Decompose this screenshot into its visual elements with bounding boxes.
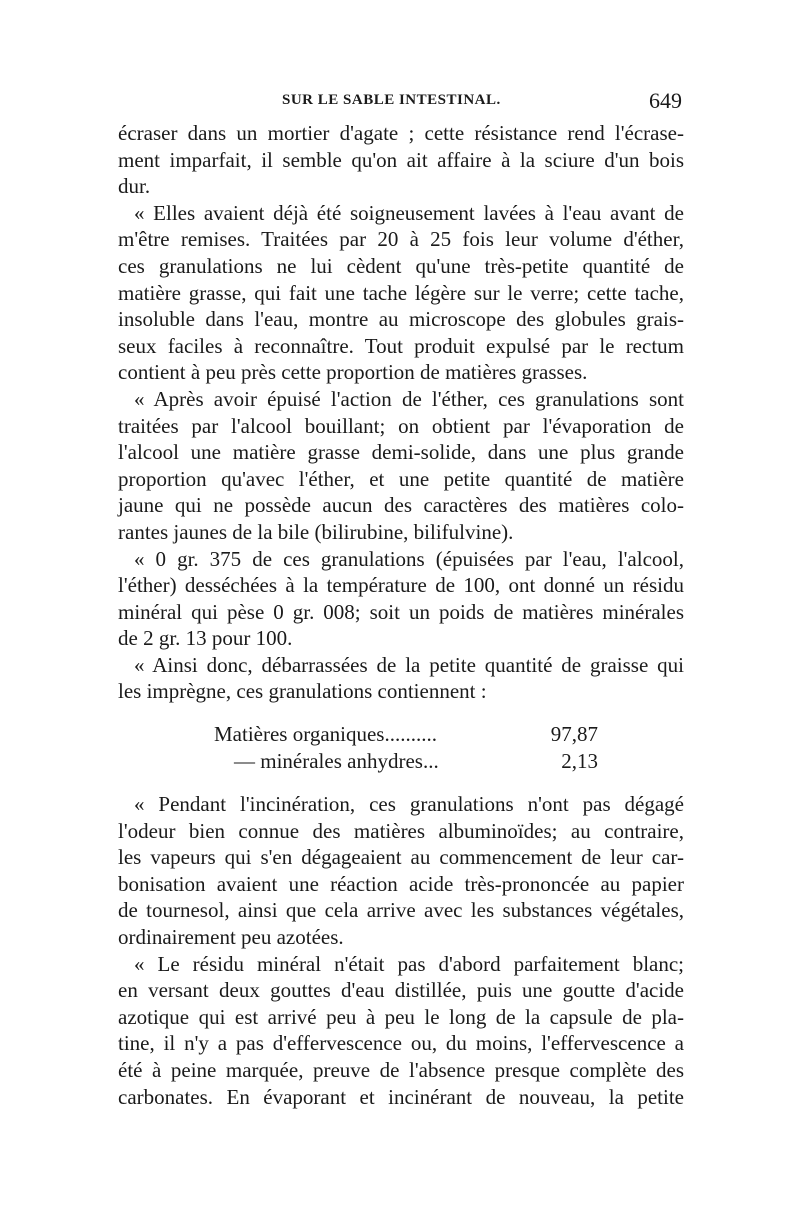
running-title: SUR LE SABLE INTESTINAL. [282, 92, 501, 108]
body-text [118, 120, 684, 1110]
table-value: 97,87 [550, 722, 598, 747]
text-line: m'être remises. Traitées par 20 à 25 fois leur volume d'éther, [118, 227, 684, 252]
text-line: ordinairement peu azotées. [118, 925, 344, 950]
text-line: rantes jaunes de la bile (bilirubine, bilifulvine). [118, 519, 514, 544]
text-line: en versant deux gouttes d'eau distillée, puis une goutte d'acide [118, 978, 684, 1003]
table-label: Matières organiques.......... [214, 722, 437, 747]
page-number: 649 [649, 88, 682, 113]
paragraph [118, 120, 684, 200]
text-line: de 2 gr. 13 pour 100. [118, 626, 293, 651]
text-line: carbonates. En évaporant et incinérant de nouveau, la petite [118, 1084, 684, 1109]
text-line: contient à peu près cette proportion de matières grasses. [118, 360, 588, 385]
page-header [118, 88, 684, 120]
text-line: bonisation avaient une réaction acide très-prononcée au papier [118, 871, 684, 896]
text-line: « Après avoir épuisé l'action de l'éther, ces granulations sont [134, 386, 684, 411]
text-line: « Elles avaient déjà été soigneusement lavées à l'eau avant de [134, 200, 684, 225]
text-line: écraser dans un mortier d'agate ; cette résistance rend l'écrase- [118, 121, 684, 145]
table-label: — minérales anhydres... [234, 749, 439, 774]
paragraph [118, 386, 684, 546]
text-line: jaune qui ne possède aucun des caractères des matières colo- [118, 493, 684, 518]
composition-table [118, 721, 684, 775]
table-row [118, 748, 684, 775]
text-line: « Pendant l'incinération, ces granulations n'ont pas dégagé [134, 792, 684, 817]
text-line: de tournesol, ainsi que cela arrive avec les substances végétales, [118, 898, 684, 923]
text-line: l'éther) desséchées à la température de 100, ont donné un résidu [118, 573, 684, 598]
table-value: 2,13 [561, 749, 598, 774]
paragraph [118, 546, 684, 652]
text-line: ment imparfait, il semble qu'on ait affaire à la sciure d'un bois [118, 147, 684, 172]
paragraph [118, 951, 684, 1111]
text-line: insoluble dans l'eau, montre au microscope des globules grais- [118, 307, 684, 332]
text-line: proportion qu'avec l'éther, et une petite quantité de matière [118, 466, 684, 491]
text-line: matière grasse, qui fait une tache légère sur le verre; cette tache, [118, 280, 684, 305]
text-line: été à peine marquée, preuve de l'absence presque complète des [118, 1058, 684, 1082]
text-line: ces granulations ne lui cèdent qu'une très-petite quantité de [118, 253, 684, 278]
text-line: seux faciles à reconnaître. Tout produit expulsé par le rectum [118, 333, 684, 358]
paragraph [118, 791, 684, 951]
text-line: « Le résidu minéral n'était pas d'abord parfaitement blanc; [134, 951, 684, 976]
text-line: l'alcool une matière grasse demi-solide, dans une plus grande [118, 440, 684, 465]
text-line: minéral qui pèse 0 gr. 008; soit un poids de matières minérales [118, 599, 684, 624]
text-line: dur. [118, 174, 151, 199]
text-line: traitées par l'alcool bouillant; on obtient par l'évaporation de [118, 413, 684, 438]
paragraph [118, 200, 684, 386]
paragraph [118, 652, 684, 705]
text-line: les vapeurs qui s'en dégageaient au commencement de leur car- [118, 845, 684, 870]
text-line: l'odeur bien connue des matières albuminoïdes; au contraire, [118, 818, 684, 843]
table-row [118, 721, 684, 748]
text-line: azotique qui est arrivé peu à peu le long de la capsule de pla- [118, 1004, 684, 1029]
text-line: les imprègne, ces granulations contiennent : [118, 679, 487, 704]
text-line: « 0 gr. 375 de ces granulations (épuisées par l'eau, l'alcool, [134, 546, 684, 571]
text-line: « Ainsi donc, débarrassées de la petite quantité de graisse qui [134, 652, 684, 677]
book-page [118, 88, 684, 1110]
text-line: tine, il n'y a pas d'effervescence ou, du moins, l'effervescence a [118, 1031, 684, 1056]
